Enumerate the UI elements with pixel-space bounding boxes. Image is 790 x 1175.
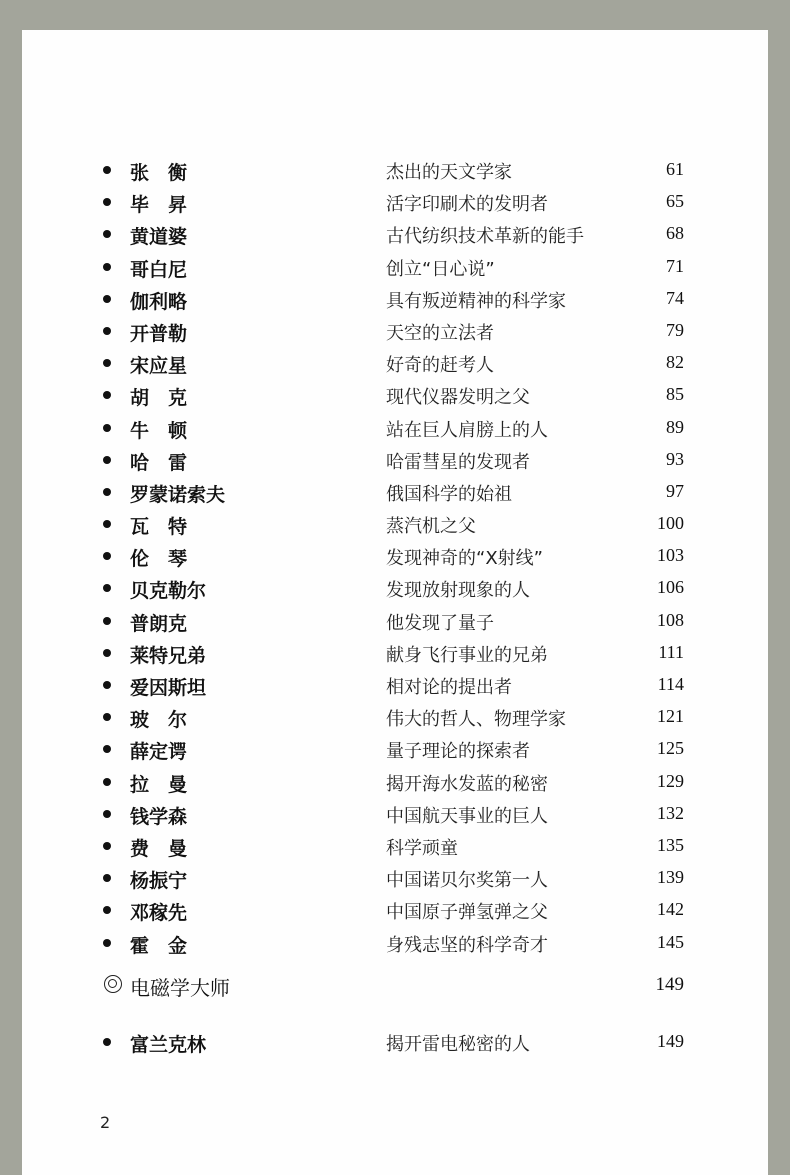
- scientist-name: 罗蒙诺索夫: [130, 483, 226, 506]
- scientist-name: 牛 顿: [130, 419, 188, 442]
- toc-entry: [22, 641, 768, 673]
- entry-page-number: 103: [657, 545, 684, 566]
- bullet-icon: [103, 874, 111, 882]
- entry-description: 量子理论的探索者: [386, 741, 530, 763]
- entry-description: 身残志坚的科学奇才: [386, 934, 548, 956]
- entry-page-number: 135: [657, 834, 684, 855]
- entry-description: 俄国科学的始祖: [386, 483, 512, 505]
- bullet-icon: [103, 906, 111, 914]
- entry-page-number: 106: [657, 577, 684, 598]
- toc-entry: [22, 190, 768, 222]
- bullet-icon: [103, 552, 111, 560]
- scientist-name: 拉 曼: [130, 773, 188, 796]
- entry-description: 现代仪器发明之父: [386, 387, 530, 409]
- double-circle-icon: [104, 975, 122, 993]
- scientist-name: 爱因斯坦: [130, 677, 207, 699]
- toc-entry: [22, 448, 768, 480]
- entry-page-number: 114: [657, 674, 684, 694]
- book-page: [22, 30, 768, 1175]
- entry-page-number: 68: [666, 223, 684, 244]
- entry-page-number: 125: [657, 738, 684, 759]
- entry-description: 创立“日心说”: [386, 258, 495, 280]
- bullet-icon: [103, 617, 111, 625]
- page-number: 2: [100, 1113, 111, 1132]
- entry-description: 古代纺织技术革新的能手: [386, 226, 584, 248]
- entry-page-number: 108: [657, 609, 684, 630]
- scientist-name: 富兰克林: [130, 1034, 207, 1056]
- bullet-icon: [103, 424, 111, 432]
- entry-page-number: 85: [666, 384, 684, 405]
- scientist-name: 哈 雷: [130, 451, 188, 474]
- bullet-icon: [103, 681, 111, 689]
- entry-description: 蒸汽机之父: [386, 516, 476, 538]
- toc-entry: [22, 1030, 768, 1062]
- entry-page-number: 142: [657, 899, 684, 920]
- bullet-icon: [103, 1038, 111, 1046]
- toc-entry: [22, 158, 768, 190]
- entry-description: 科学顽童: [386, 837, 458, 859]
- toc-entry: [22, 770, 768, 802]
- entry-description: 献身飞行事业的兄弟: [386, 644, 548, 666]
- scientist-name: 张 衡: [130, 162, 188, 184]
- entry-description: 揭开海水发蓝的秘密: [386, 773, 548, 795]
- toc-entry: [22, 898, 768, 930]
- toc-entry: [22, 737, 768, 769]
- entry-page-number: 145: [657, 931, 684, 952]
- toc-entry: [22, 383, 768, 415]
- scientist-name: 毕 昇: [130, 194, 188, 217]
- bullet-icon: [103, 230, 111, 238]
- toc-entry: [22, 544, 768, 576]
- scientist-name: 黄道婆: [130, 226, 188, 249]
- scientist-name: 费 曼: [130, 837, 188, 860]
- scientist-name: 薛定谔: [130, 741, 188, 764]
- toc-entry: [22, 609, 768, 641]
- entry-page-number: 129: [657, 770, 684, 791]
- toc-entry: [22, 255, 768, 287]
- entry-page-number: 93: [666, 448, 684, 469]
- bullet-icon: [103, 488, 111, 496]
- entry-page-number: 74: [666, 287, 684, 308]
- entry-description: 发现神奇的“X射线”: [386, 548, 543, 570]
- scientist-name: 普朗克: [130, 612, 188, 635]
- entry-description: 天空的立法者: [386, 322, 494, 344]
- section-toc-list: [22, 1030, 768, 1062]
- entry-description: 揭开雷电秘密的人: [386, 1034, 530, 1055]
- entry-description: 杰出的天文学家: [386, 162, 512, 183]
- scientist-name: 贝克勒尔: [130, 580, 207, 603]
- entry-description: 中国诺贝尔奖第一人: [386, 870, 548, 892]
- toc-entry: [22, 351, 768, 383]
- scientist-name: 霍 金: [130, 934, 188, 957]
- scientist-name: 玻 尔: [130, 709, 188, 732]
- entry-description: 中国航天事业的巨人: [386, 805, 548, 827]
- toc-entry: [22, 416, 768, 448]
- toc-entry: [22, 480, 768, 512]
- entry-description: 活字印刷术的发明者: [386, 194, 548, 216]
- entry-description: 他发现了量子: [386, 612, 494, 634]
- entry-page-number: 65: [666, 191, 684, 212]
- entry-page-number: 132: [657, 802, 684, 823]
- toc-entry: [22, 705, 768, 737]
- entry-description: 相对论的提出者: [386, 677, 512, 698]
- scientist-name: 胡 克: [130, 387, 188, 410]
- entry-page-number: 71: [666, 255, 684, 276]
- entry-page-number: 79: [666, 319, 684, 340]
- bullet-icon: [103, 584, 111, 592]
- entry-page-number: 100: [657, 513, 684, 534]
- toc-entry: [22, 512, 768, 544]
- entry-page-number: 97: [666, 480, 684, 501]
- entry-description: 中国原子弹氢弹之父: [386, 902, 548, 924]
- scientist-name: 宋应星: [130, 355, 188, 378]
- bullet-icon: [103, 939, 111, 947]
- bullet-icon: [103, 649, 111, 657]
- bullet-icon: [103, 198, 111, 206]
- entry-description: 哈雷彗星的发现者: [386, 451, 530, 473]
- bullet-icon: [103, 327, 111, 335]
- bullet-icon: [103, 810, 111, 818]
- scientist-name: 钱学森: [130, 805, 188, 828]
- bullet-icon: [103, 745, 111, 753]
- toc-entry: [22, 834, 768, 866]
- entry-description: 发现放射现象的人: [386, 580, 530, 602]
- scientist-name: 伦 琴: [130, 548, 188, 571]
- bullet-icon: [103, 295, 111, 303]
- bullet-icon: [103, 778, 111, 786]
- toc-entry: [22, 931, 768, 963]
- entry-page-number: 149: [657, 1031, 684, 1051]
- toc-list: [22, 158, 768, 963]
- entry-page-number: 139: [657, 867, 684, 888]
- section-heading: [104, 972, 684, 1002]
- toc-entry: [22, 866, 768, 898]
- bullet-icon: [103, 713, 111, 721]
- scientist-name: 莱特兄弟: [130, 644, 207, 667]
- toc-entry: [22, 673, 768, 705]
- scientist-name: 开普勒: [130, 322, 188, 345]
- scientist-name: 哥白尼: [130, 258, 188, 281]
- entry-page-number: 82: [666, 352, 684, 373]
- bullet-icon: [103, 456, 111, 464]
- scientist-name: 邓稼先: [130, 902, 188, 925]
- toc-entry: [22, 802, 768, 834]
- toc-entry: [22, 319, 768, 351]
- entry-description: 伟大的哲人、物理学家: [386, 709, 566, 731]
- section-title: 电磁学大师: [130, 976, 230, 1000]
- toc-entry: [22, 576, 768, 608]
- scientist-name: 伽利略: [130, 290, 188, 313]
- bullet-icon: [103, 520, 111, 528]
- entry-description: 具有叛逆精神的科学家: [386, 290, 566, 312]
- toc-entry: [22, 222, 768, 254]
- entry-page-number: 111: [658, 641, 684, 662]
- scientist-name: 瓦 特: [130, 516, 188, 539]
- entry-description: 好奇的赶考人: [386, 355, 494, 377]
- section-page-number: 149: [655, 974, 684, 995]
- bullet-icon: [103, 166, 111, 174]
- entry-page-number: 121: [657, 706, 684, 727]
- bullet-icon: [103, 263, 111, 271]
- entry-page-number: 61: [666, 159, 684, 179]
- entry-description: 站在巨人肩膀上的人: [386, 419, 548, 441]
- bullet-icon: [103, 391, 111, 399]
- scientist-name: 杨振宁: [130, 870, 188, 893]
- bullet-icon: [103, 842, 111, 850]
- toc-entry: [22, 287, 768, 319]
- bullet-icon: [103, 359, 111, 367]
- entry-page-number: 89: [666, 416, 684, 437]
